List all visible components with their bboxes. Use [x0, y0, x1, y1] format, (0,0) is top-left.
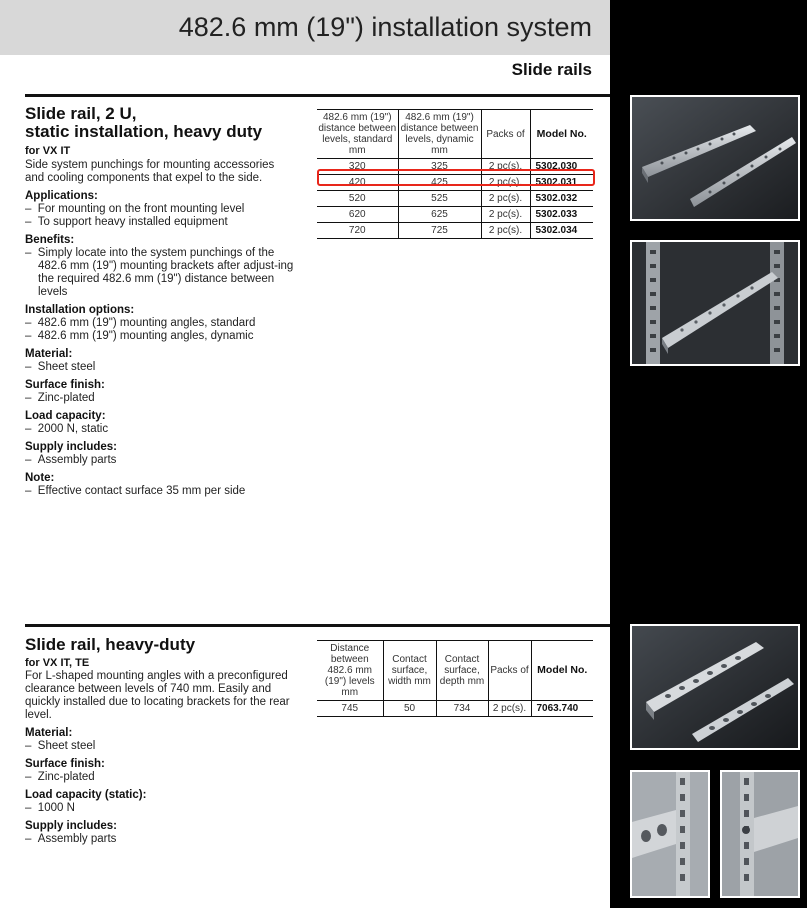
table-cell: 625: [398, 207, 481, 223]
table-cell: 50: [383, 701, 436, 717]
spec-item-text: Simply locate into the system punchings of the 482.6 mm (19") mounting brackets after adjust-ing the required 482.6 mm (19") distance between levels: [37, 247, 294, 298]
spec-heading: Material:: [25, 727, 73, 739]
dash-bullet: –: [25, 740, 38, 752]
dash-bullet: –: [25, 216, 38, 228]
col-header-packs: Packs of: [481, 110, 530, 159]
spec-item: [25, 771, 305, 784]
spec-heading: Note:: [25, 472, 55, 484]
highlight-box: [317, 169, 595, 186]
col-header-width: Contact surface, width mm: [383, 641, 436, 701]
col-header-standard: 482.6 mm (19") distance between levels, standard mm: [317, 110, 398, 159]
spec-item-text: 482.6 mm (19") mounting angles, dynamic: [37, 330, 254, 342]
spec-group: [25, 727, 305, 753]
dash-bullet: –: [25, 392, 38, 404]
spec-item-text: Effective contact surface 35 mm per side: [37, 485, 246, 497]
table-cell: 2 pc(s).: [481, 159, 530, 175]
spec-group: [25, 410, 295, 436]
spec-group: [25, 789, 305, 815]
spec-item: [25, 203, 295, 216]
spec-item-text: Sheet steel: [37, 361, 96, 373]
spec-item: [25, 392, 295, 405]
installed-rail-photo-icon: [632, 242, 798, 364]
dash-bullet: –: [25, 330, 38, 342]
table-header-row: [317, 641, 593, 701]
product1-intro: Side system punchings for mounting accessories and cooling components that expel to the side.: [25, 159, 275, 184]
product-photo-heavy-duty-rail: [630, 624, 800, 750]
spec-group: [25, 820, 305, 846]
page-title: 482.6 mm (19") installation system: [178, 12, 592, 42]
model-number-cell: 5302.033: [530, 207, 593, 223]
table-row: [317, 223, 593, 239]
table-cell: 720: [317, 223, 398, 239]
section-divider-1: [25, 94, 610, 97]
model-number-cell: 5302.034: [530, 223, 593, 239]
spec-heading: Applications:: [25, 190, 98, 202]
spec-item: [25, 247, 295, 299]
product2-intro: For L-shaped mounting angles with a preconfigured clearance between levels of 740 mm. Easily and quickly installed due to locating brackets for the rear level.: [25, 670, 290, 721]
col-header-distance: Distance between 482.6 mm (19") levels mm: [317, 641, 383, 701]
product2-spec-table: [317, 640, 593, 717]
section-divider-2: [25, 624, 610, 627]
spec-item-text: Zinc-plated: [37, 771, 95, 783]
col-header-packs: Packs of: [488, 641, 531, 701]
dash-bullet: –: [25, 423, 38, 435]
col-header-model: Model No.: [531, 641, 593, 701]
table-cell: 520: [317, 191, 398, 207]
spec-item-text: 482.6 mm (19") mounting angles, standard: [37, 317, 256, 329]
col-header-depth: Contact surface, depth mm: [436, 641, 488, 701]
table-cell: 420: [317, 175, 398, 191]
image-panel: [610, 0, 807, 908]
product-photo-slide-rail-2u: [630, 95, 800, 221]
spec-heading: Load capacity:: [25, 410, 106, 422]
product1-title-line2: static installation, heavy duty: [25, 122, 263, 141]
spec-item: [25, 485, 295, 498]
spec-item-text: To support heavy installed equipment: [37, 216, 228, 228]
model-number-cell: 5302.030: [530, 159, 593, 175]
table-cell: 620: [317, 207, 398, 223]
spec-group: [25, 304, 295, 343]
spec-item-text: Sheet steel: [37, 740, 96, 752]
table-cell: 525: [398, 191, 481, 207]
dash-bullet: –: [25, 771, 38, 783]
table-row: [317, 207, 593, 223]
col-header-dynamic: 482.6 mm (19") distance between levels, dynamic mm: [398, 110, 481, 159]
spec-item: [25, 361, 295, 374]
spec-item: [25, 423, 295, 436]
spec-item: [25, 330, 295, 343]
spec-group: [25, 348, 295, 374]
product1-for: for VX IT: [25, 145, 71, 157]
spec-item-text: 2000 N, static: [37, 423, 109, 435]
spec-heading: Supply includes:: [25, 441, 118, 453]
table-header-row: [317, 110, 593, 159]
model-number-cell: 5302.031: [530, 175, 593, 191]
table-cell: 2 pc(s).: [488, 701, 531, 717]
header-bar: [0, 0, 610, 55]
model-number-cell: 5302.032: [530, 191, 593, 207]
col-header-model: Model No.: [530, 110, 593, 159]
spec-heading: Supply includes:: [25, 820, 118, 832]
table-cell: 745: [317, 701, 383, 717]
spec-item: [25, 454, 295, 467]
spec-group: [25, 379, 295, 405]
table-cell: 734: [436, 701, 488, 717]
spec-group: [25, 441, 295, 467]
spec-item: [25, 216, 295, 229]
table-row: [317, 191, 593, 207]
detail-photo-right: [720, 770, 800, 898]
detail-left-photo-icon: [632, 772, 708, 896]
product1-title-line1: Slide rail, 2 U,: [25, 104, 137, 123]
spec-item: [25, 802, 305, 815]
table-cell: 325: [398, 159, 481, 175]
spec-heading: Surface finish:: [25, 379, 105, 391]
product2-title: Slide rail, heavy-duty: [25, 635, 196, 654]
table-cell: 2 pc(s).: [481, 191, 530, 207]
table-cell: 2 pc(s).: [481, 175, 530, 191]
spec-heading: Surface finish:: [25, 758, 105, 770]
dash-bullet: –: [25, 485, 38, 497]
dash-bullet: –: [25, 833, 38, 845]
table-cell: 2 pc(s).: [481, 223, 530, 239]
section-title: Slide rails: [511, 60, 592, 79]
spec-item-text: For mounting on the front mounting level: [37, 203, 245, 215]
table-cell: 725: [398, 223, 481, 239]
spec-group: [25, 234, 295, 299]
spec-item-text: Zinc-plated: [37, 392, 95, 404]
heavy-duty-rail-photo-icon: [632, 626, 798, 748]
spec-item: [25, 317, 295, 330]
rail-photo-icon: [632, 97, 798, 219]
table-cell: 425: [398, 175, 481, 191]
table-cell: 2 pc(s).: [481, 207, 530, 223]
dash-bullet: –: [25, 361, 38, 373]
spec-item-text: Assembly parts: [37, 833, 117, 845]
spec-item: [25, 833, 305, 846]
spec-group: [25, 190, 295, 229]
spec-group: [25, 758, 305, 784]
spec-item: [25, 740, 305, 753]
spec-heading: Installation options:: [25, 304, 135, 316]
product2-description: [25, 670, 305, 851]
dash-bullet: –: [25, 802, 38, 814]
table-row: [317, 701, 593, 717]
spec-heading: Material:: [25, 348, 73, 360]
dash-bullet: –: [25, 454, 38, 466]
detail-right-photo-icon: [722, 772, 798, 896]
spec-heading: Load capacity (static):: [25, 789, 147, 801]
product-photo-installed-rail: [630, 240, 800, 366]
spec-group: [25, 472, 295, 498]
spec-item-text: Assembly parts: [37, 454, 117, 466]
dash-bullet: –: [25, 247, 38, 259]
table-cell: 320: [317, 159, 398, 175]
product2-for: for VX IT, TE: [25, 657, 90, 669]
spec-item-text: 1000 N: [37, 802, 75, 814]
model-number-cell: 7063.740: [531, 701, 593, 717]
detail-photo-left: [630, 770, 710, 898]
dash-bullet: –: [25, 203, 38, 215]
spec-heading: Benefits:: [25, 234, 75, 246]
dash-bullet: –: [25, 317, 38, 329]
product1-title: [25, 105, 262, 141]
product1-description: [25, 159, 295, 503]
